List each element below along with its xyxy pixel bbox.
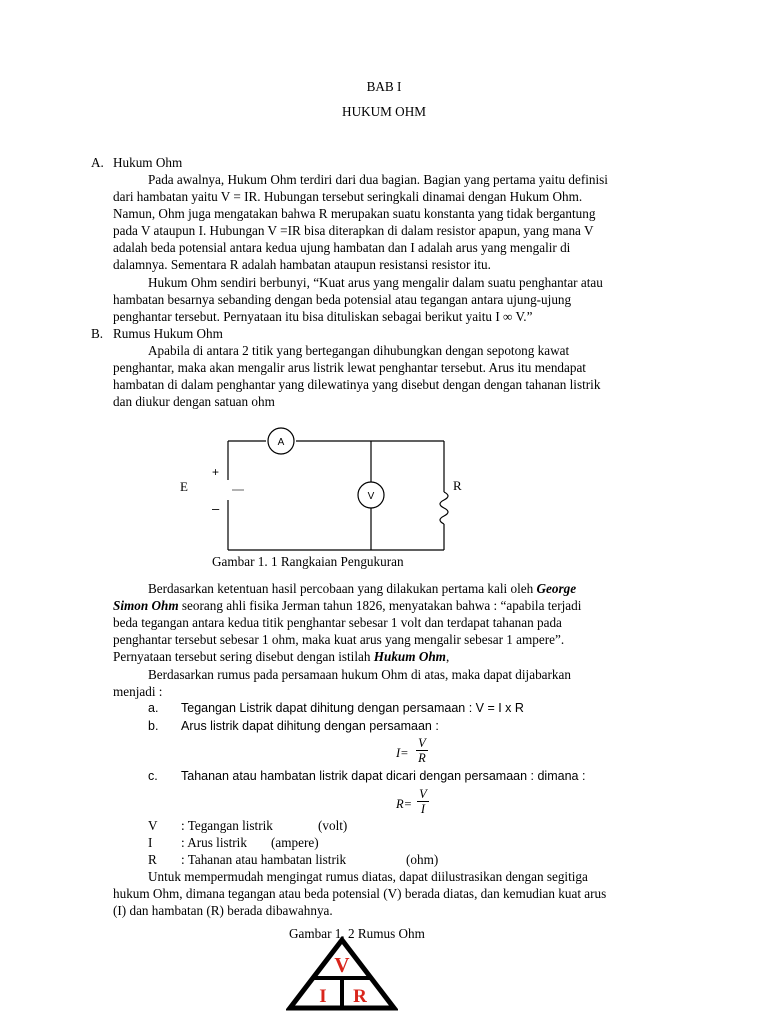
section-b-heading: Rumus Hukum Ohm xyxy=(113,326,223,341)
legend-desc-r: : Tahanan atau hambatan listrik xyxy=(181,852,347,867)
legend-symbol-i: I xyxy=(148,835,153,850)
section-a-heading: Hukum Ohm xyxy=(113,155,183,170)
resistor-zigzag xyxy=(440,492,448,524)
list-marker-c: c. xyxy=(148,769,158,783)
triangle-current-label: I xyxy=(319,986,327,1007)
triangle-resistance-label: R xyxy=(353,986,367,1007)
negative-terminal-label: – xyxy=(212,501,220,516)
list-item-b: Arus listrik dapat dihitung dengan persamaan : xyxy=(181,719,439,733)
triangle-voltage-label: V xyxy=(334,953,350,977)
term-hukum-ohm: Hukum Ohm xyxy=(373,649,446,664)
list-marker-b: b. xyxy=(148,719,159,733)
list-marker-a: a. xyxy=(148,701,159,715)
legend-unit-v: (volt) xyxy=(318,818,348,833)
legend-unit-i: (ampere) xyxy=(271,835,319,850)
resistor-label: R xyxy=(453,478,462,493)
legend-desc-i: : Arus listrik xyxy=(181,835,247,850)
section-b-marker: B. xyxy=(91,326,104,341)
voltmeter-label: V xyxy=(367,491,375,502)
list-item-a: Tegangan Listrik dapat dihitung dengan persamaan : V = I x R xyxy=(181,701,524,715)
chapter-title: HUKUM OHM xyxy=(342,104,426,119)
source-label: E xyxy=(180,479,188,494)
measurement-circuit-diagram xyxy=(170,420,480,560)
legend-unit-r: (ohm) xyxy=(406,852,439,867)
legend-symbol-v: V xyxy=(148,818,158,833)
list-item-c: Tahanan atau hambatan listrik dapat dicari dengan persamaan : dimana : xyxy=(181,769,586,783)
ammeter-label: A xyxy=(277,437,285,448)
section-a-marker: A. xyxy=(91,155,104,170)
figure-2-caption: Gambar 1. 2 Rumus Ohm xyxy=(289,926,425,941)
legend-desc-v: : Tegangan listrik xyxy=(181,818,273,833)
scientist-name-last: Simon Ohm xyxy=(113,598,179,613)
scientist-name-first: George xyxy=(536,581,577,596)
chapter-number: BAB I xyxy=(366,79,402,94)
ohm-triangle xyxy=(286,936,398,1012)
figure-1-caption: Gambar 1. 1 Rangkaian Pengukuran xyxy=(212,554,404,569)
positive-terminal-label: + xyxy=(212,465,220,479)
legend-symbol-r: R xyxy=(148,852,157,867)
